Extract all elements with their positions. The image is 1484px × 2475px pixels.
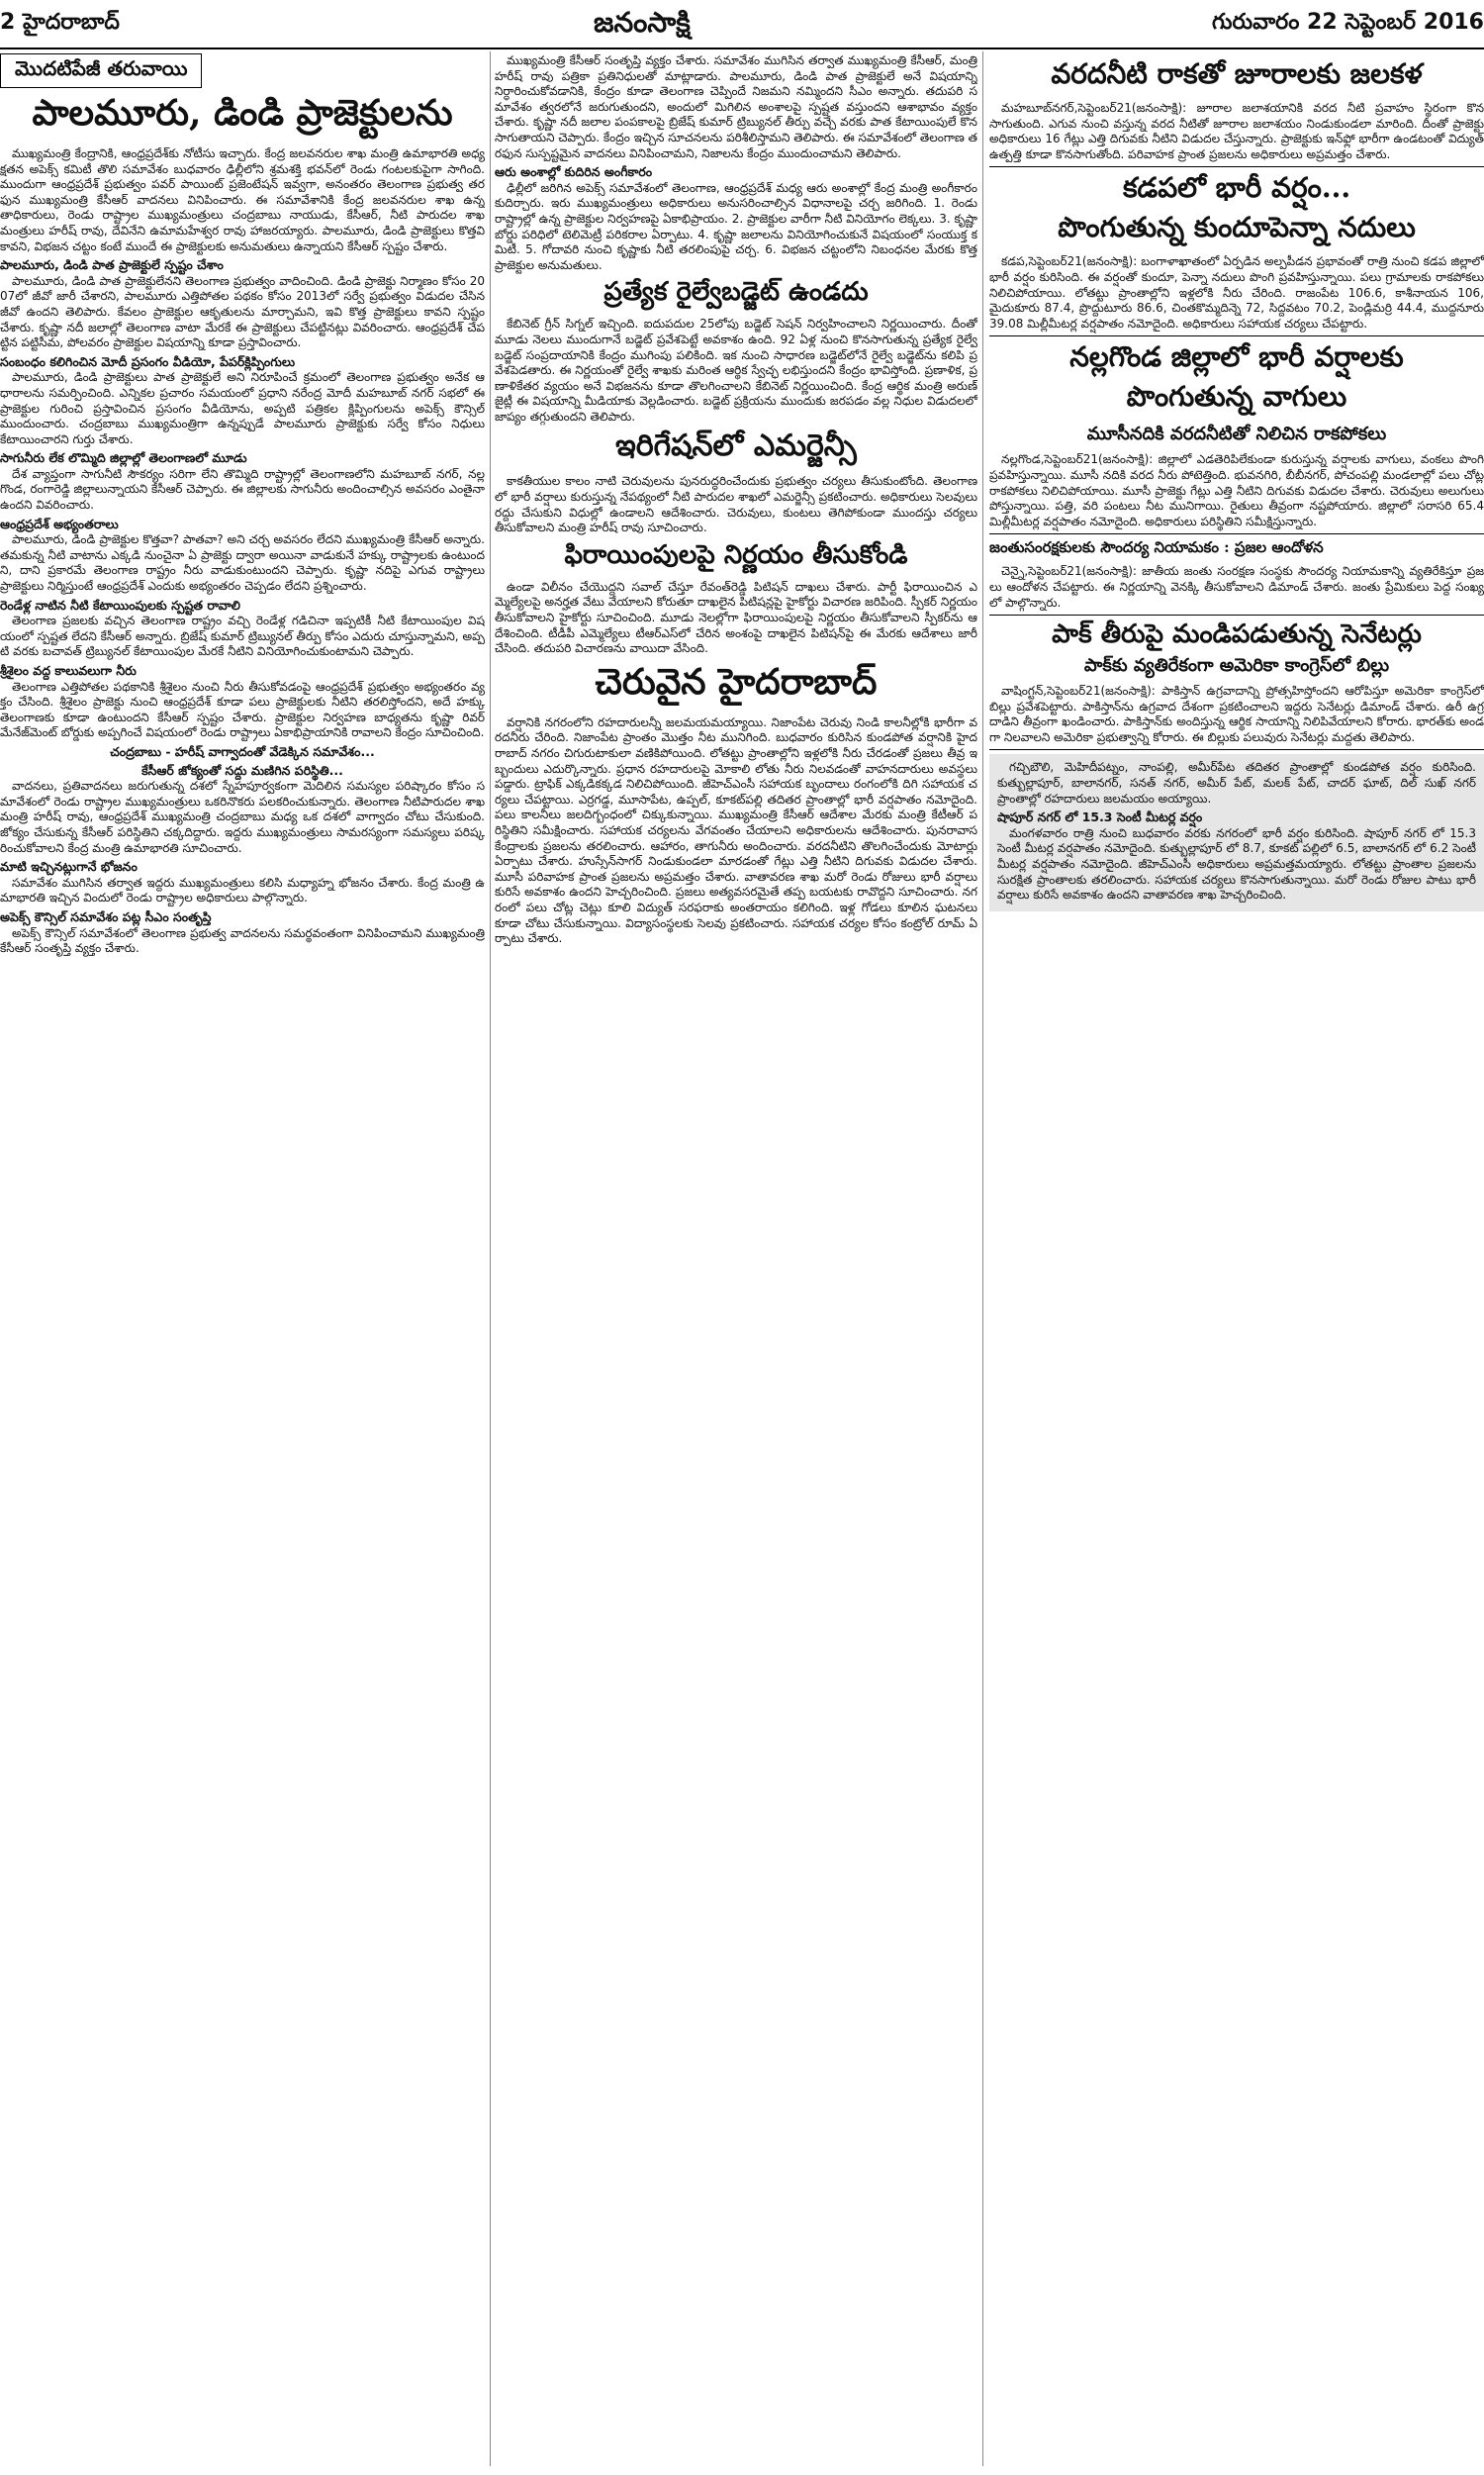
headline-hyderabad-flood: చెరువైన హైదరాబాద్‌ [595,660,878,703]
paragraph: కడప,సెప్టెంబర్‌21(జనంసాక్షి): బంగాళాఖాతంలో ఏర్పడిన అల్పపీడన ప్రభావంతో రాత్రి నుంచి కడప జిల్లాలో భారీ వర్షం కురిసింది. ఈ వర్షంతో కుందూ, పెన్నా నదులు పొంగి ప్రవహిస్తున్నాయి. పలు గ్రామాలకు రాకపోకలు నిలిచిపోయాయి. లోతట్టు ప్రాంతాల్లోని ఇళ్లలోకి నీరు చేరింది. రాజంపేట 106.6, కాశీనాయన 106, మైదుకూరు 87.4, ప్రొద్దుటూరు 86.6, చింతకొమ్మదిన్నె 72, సిద్దవటం 70.2, పెండ్లిమర్రి 44.4, ముద్దనూరు 39.08 మిల్లీమీటర్ల వర్షపాతం నమోదైంది. అధికారులు సహాయక చర్యలు చేపట్టారు. [989,254,1484,331]
paragraph: చెన్నై,సెప్టెంబర్‌21(జనంసాక్షి): జాతీయ జంతు సంరక్షణ సంస్థకు సౌందర్య నియామకాన్ని వ్యతిరేకిస్తూ ప్రజలు ఆందోళన చేపట్టారు. ఈ నిర్ణయాన్ని వెనక్కి తీసుకోవాలని డిమాండ్‌ చేశారు. జంతు ప్రేమికులు పెద్ద సంఖ్యలో పాల్గొన్నారు. [989,564,1484,610]
divider [989,749,1484,750]
subheading: అపెక్స్‌ కౌన్సిల్‌ సమావేశం పట్ల సీఎం సంతృప్తి [0,908,212,924]
divider [989,166,1484,167]
paragraph: మంగళవారం రాత్రి నుంచి బుధవారం వరకు నగరంలో భారీ వర్షం కురిసింది. షాపూర్‌ నగర్‌ లో 15.3 సెంటీ మీటర్ల వర్షపాతం నమోదైంది. కుత్బుల్లాపూర్‌ లో 8.7, కూకట్‌ పల్లిలో 6.5, బాలానగర్‌ లో 6.2 సెంటీ మీటర్ల వర్షపాతం నమోదైంది. జీహెచ్‌ఎంసీ అధికారులు అప్రమత్తమయ్యారు. లోతట్టు ప్రాంతాల ప్రజలను సురక్షిత ప్రాంతాలకు తరలించారు. సహాయక చర్యలు కొనసాగుతున్నాయి. మరో రెండు రోజుల పాటు భారీ వర్షాలు కురిసే అవకాశం ఉందని వాతావరణ శాఖ హెచ్చరించింది. [997,825,1476,903]
left-column [0,53,485,2468]
paragraph: అపెక్స్‌ కౌన్సిల్‌ సమావేశంలో తెలంగాణ ప్రభుత్వ వాదనలను సమర్థవంతంగా వినిపించామని ముఖ్యమంత్రి కేసీఆర్‌ సంతృప్తి వ్యక్తం చేశారు. [0,925,485,956]
paragraph: వాదనలు, ప్రతివాదనలు జరుగుతున్న దశలో స్నేహపూర్వకంగా మెదిలిన సమస్యల పరిష్కారం కోసం సమావేశంలో రెండు రాష్ట్రాల ముఖ్యమంత్రులు ఒకరినొకరు పలకరించుకున్నారు. తెలంగాణ నీటిపారుదల శాఖ మంత్రి హరీష్‌ రావు, ఆంధ్రప్రదేశ్‌ ముఖ్యమంత్రి చంద్రబాబు మధ్య ఒక దశలో వాగ్వాదం చోటు చేసుకుంది. జోక్యం చేసుకున్న కేసీఆర్‌ పరిస్థితిని చక్కదిద్దారు. ఇద్దరు ముఖ్యమంత్రులు సామరస్యంగా సమస్యలు పరిష్కరించుకోవాలని కేంద్ర మంత్రి ఉమాభారతి సూచించారు. [0,779,485,855]
article-jurala [989,101,1484,162]
subheading: ఆరు అంశాల్లో కుదిరిన అంగీకారం [495,164,653,180]
headline-palamuru: పాలమూరు, డిండి ప్రాజెక్టులను [32,92,453,134]
article-rainfall [997,760,1476,903]
article-palamuru [0,146,485,957]
headline-senators-sub: పాక్‌కు వ్యతిరేకంగా అమెరికా కాంగ్రెస్‌లో బిల్లు [1083,655,1390,677]
subheading: కేసీఆర్‌ జోక్యంతో సద్దు మణిగిన పరిస్థితి... [141,762,343,778]
article-kadapa [989,254,1484,332]
headline-defections: ఫిరాయింపులపై నిర్ణయం తీసుకోండి [564,539,908,570]
column-divider [490,51,491,2466]
subheading: ఆంధ్రప్రదేశ్‌ అభ్యంతరాలు [0,516,119,531]
paragraph: ఉండా విలీనం చేయొద్దని సవాల్‌ చేస్తూ రేవంత్‌రెడ్డి పిటిషన్‌ దాఖలు చేశారు. పార్టీ ఫిరాయించిన ఎమ్మెల్యేలపై అనర్హత వేటు వేయాలని కోరుతూ దాఖలైన పిటిషన్లపై హైకోర్టు విచారణ జరిపింది. స్పీకర్‌ నిర్ణయం తీసుకోవాలని హైకోర్టు సూచించింది. మూడు నెలల్లోగా ఫిరాయింపులపై నిర్ణయం తీసుకోవాలని స్పీకర్‌ను ఆదేశించింది. టీడీపీ ఎమ్మెల్యేలు టీఆర్‌ఎస్‌లో చేరిన అంశంపై దాఖలైన పిటిషన్‌పై ఈ మేరకు ఆదేశాలు జారీ చేసింది. తదుపరి విచారణను వాయిదా వేసింది. [495,579,977,656]
paragraph: పాలమూరు, డిండి ప్రాజెక్టులు పాత ప్రాజెక్టులే అని నిరూపించే క్రమంలో తెలంగాణ ప్రభుత్వం అనేక ఆధారాలను సమర్పించింది. ఎన్నికల ప్రచారం సమయంలో ప్రధాని నరేంద్ర మోదీ మహబూబ్‌ నగర్‌ సభలో ఈ ప్రాజెక్టుల గురించి ప్రస్తావించిన ప్రసంగం వీడియోను, అప్పటి పత్రికల క్లిప్పింగులను అపెక్స్‌ కౌన్సిల్‌ ముందుంచారు. చంద్రబాబు ముఖ్యమంత్రిగా ఉన్నప్పుడే పాలమూరు ప్రాజెక్టుకు సర్వే కోసం నిధులు కేటాయించారని గుర్తు చేశారు. [0,370,485,446]
headline-irrigation-emergency: ఇరిగేషన్‌లో ఎమర్జెన్సీ [615,428,857,464]
subheading: శ్రీశైలం వద్ద కాలువలుగా నీరు [0,663,137,678]
headline-animal-welfare: జంతుసంరక్షకులకు సౌందర్య నియామకం : ప్రజల ఆందోళన [989,538,1324,557]
subheading: సాగునీరు లేక లొమ్మిది జిల్లాల్లో తెలంగాణలో మూడు [0,450,247,466]
shaded-box-rainfall [989,754,1484,910]
headline-nalgonda-sub: పొంగుతున్న వాగులు [1126,380,1347,414]
paragraph: ముఖ్యమంత్రి కేంద్రానికి, ఆంధ్రప్రదేశ్‌కు నోటీసు ఇచ్చారు. కేంద్ర జలవనరుల శాఖ మంత్రి ఉమాభారతి అధ్యక్షతన అపెక్స్‌ కమిటీ తొలి సమావేశం బుధవారం ఢిల్లీలోని శ్రమశక్తి భవన్‌లో రెండు గంటలకుపైగా సాగింది. ముందుగా ఆంధ్రప్రదేశ్‌ ప్రభుత్వం పవర్‌ పాయింట్‌ ప్రజెంటేషన్‌ ఇవ్వగా, అనంతరం తెలంగాణ ప్రభుత్వ తరఫున ముఖ్యమంత్రి కేసీఆర్‌ వాదనలు వినిపించారు. ఈ సమావేశానికి కేంద్ర జలవనరుల శాఖ ఉన్నతాధికారులు, రెండు రాష్ట్రాల ముఖ్యమంత్రులు చంద్రబాబు నాయుడు, కేసీఆర్‌, నీటి పారుదల శాఖ మంత్రులు హరీష్‌ రావు, దేవినేని ఉమామహేశ్వర రావు హాజరయ్యారు. పాలమూరు, డిండి ప్రాజెక్టులు కొత్తవి కావని, విభజన చట్టం కంటే ముందే ఈ ప్రాజెక్టులకు అనుమతులు ఉన్నాయని కేసీఆర్‌ స్పష్టం చేశారు. [0,146,485,253]
page-number: 2 హైదరాబాద్ [0,10,120,35]
headline-nalgonda: నల్లగొండ జిల్లాలో భారీ వర్షాలకు [1069,340,1404,374]
article-senators [989,684,1484,745]
paragraph: పాలమూరు, డిండి పాత ప్రాజెక్టులేనని తెలంగాణ ప్రభుత్వం వాదించింది. డిండి ప్రాజెక్టు నిర్మాణం కోసం 2007లో జీవో జారీ చేశారని, పాలమూరు ఎత్తిపోతల పథకం కోసం 2013లో సర్వే ప్రభుత్వం విడుదల చేసిన జీవో ఉందని తెలిపారు. కేవలం ప్రాజెక్టుల ఆకృతులను మార్చామని, ఇవి కొత్త ప్రాజెక్టులు కావని స్పష్టం చేశారు. కృష్ణా నదీ జలాల్లో తెలంగాణ వాటా మేరకే ఈ ప్రాజెక్టులు చేపట్టినట్లు వివరించారు. ఆంధ్రప్రదేశ్‌ చేపట్టిన పట్టిసీమ, పోలవరం ప్రాజెక్టుల విషయాన్ని కూడా ప్రస్తావించారు. [0,273,485,350]
article-defections [495,580,977,657]
subheading: షాపూర్‌ నగర్‌ లో 15.3 సెంటీ మీటర్ల వర్షం [997,809,1203,825]
divider [989,533,1484,534]
headline-railway-budget: ప్రత్యేక రైల్వేబడ్జెట్‌ ఉండదు [603,277,869,308]
article-hyderabad-flood [495,715,977,947]
article-railway-budget [495,317,977,425]
right-column [989,53,1484,2468]
issue-date: గురువారం 22 సెప్టెంబర్ 2016 [1212,10,1484,35]
paragraph: కేబినెట్‌ గ్రీన్‌ సిగ్నల్‌ ఇచ్చింది. ఐదుపదుల 25లోపు బడ్జెట్‌ సెషన్‌ నిర్వహించాలని నిర్ణయించారు. దీంతో మూడు నెలలు ముందుగానే బడ్జెట్‌ ప్రవేశపెట్టే అవకాశం ఉంది. 92 ఏళ్ల నుంచి కొనసాగుతున్న ప్రత్యేక రైల్వే బడ్జెట్‌ సంప్రదాయానికి కేంద్రం ముగింపు పలికింది. ఇక నుంచి సాధారణ బడ్జెట్‌లోనే రైల్వే బడ్జెట్‌ను కలిపి ప్రవేశపెడతారు. ఈ నిర్ణయంతో రైల్వే శాఖకు మరింత ఆర్థిక స్వేచ్ఛ లభిస్తుందని కేంద్రం భావిస్తోంది. ప్రణాళిక, ప్రణాళికేతర వ్యయం అనే విభజనను కూడా తొలగించాలని కేబినెట్‌ నిర్ణయించింది. కేంద్ర ఆర్థిక మంత్రి అరుణ్‌ జైట్లీ ఈ విషయాన్ని మీడియాకు వెల్లడించారు. బడ్జెట్‌ ప్రక్రియను ముందుకు జరపడం వల్ల నిధుల విడుదలలో జాప్యం తగ్గుతుందని తెలిపారు. [495,317,977,424]
paragraph: వర్షానికి నగరంలోని రహదారులన్నీ జలమయమయ్యాయి. నిజాంపేట చెరువు నిండి కాలనీల్లోకి భారీగా వరదనీరు చేరింది. నిజాంపేట ప్రాంతం మొత్తం నీట మునిగింది. బుధవారం కురిసిన కుండపోత వర్షానికి హైదరాబాద్‌ నగరం చిగురుటాకులా వణికిపోయింది. లోతట్టు ప్రాంతాల్లోని ఇళ్లలోకి నీరు చేరడంతో ప్రజలు తీవ్ర ఇబ్బందులు ఎదుర్కొన్నారు. ప్రధాన రహదారులపై మోకాలి లోతు నీరు నిలవడంతో వాహనదారులు అవస్థలు పడ్డారు. ట్రాఫిక్‌ ఎక్కడికక్కడ నిలిచిపోయింది. జీహెచ్‌ఎంసీ సహాయక బృందాలు రంగంలోకి దిగి సహాయక చర్యలు చేపట్టాయి. ఎర్రగడ్డ, మూసాపేట, ఉప్పల్‌, కూకట్‌పల్లి తదితర ప్రాంతాల్లో భారీ వర్షపాతం నమోదైంది. పలు కాలనీలు జలదిగ్బంధంలో చిక్కుకున్నాయి. ముఖ్యమంత్రి కేసీఆర్‌ ఆదేశాల మేరకు మంత్రి కేటీఆర్‌ పరిస్థితిని సమీక్షించారు. సహాయక చర్యలను వేగవంతం చేయాలని అధికారులను ఆదేశించారు. పునరావాస కేంద్రాలకు ప్రజలను తరలించారు. ఆహారం, తాగునీరు అందించారు. వరదనీటిని తొలగించేందుకు మోటార్లు ఏర్పాటు చేశారు. హుస్సేన్‌సాగర్‌ నిండుకుండలా మారడంతో గేట్లు ఎత్తి నీటిని దిగువకు విడుదల చేశారు. మూసీ పరివాహక ప్రాంత ప్రజలను అప్రమత్తం చేశారు. వాతావరణ శాఖ మరో రెండు రోజులు భారీ వర్షాలు కురిసే అవకాశం ఉందని హెచ్చరించింది. ప్రజలు అత్యవసరమైతే తప్ప బయటకు రావొద్దని సూచించారు. నగరంలో పలు చోట్ల చెట్లు కూలి విద్యుత్‌ సరఫరాకు అంతరాయం కలిగింది. ఇళ్ల గోడలు కూలిన ఘటనలు కూడా చోటు చేసుకున్నాయి. విద్యాసంస్థలకు సెలవు ప్రకటించారు. సహాయక చర్యల కోసం కంట్రోల్‌ రూమ్‌ ఏర్పాటు చేశారు. [495,714,977,946]
article-irrigation [495,474,977,535]
subheading: మాటి ఇచ్చినట్లుగానే భోజనం [0,859,138,875]
article-continuation [495,53,977,273]
paragraph: తెలంగాణ ఎత్తిపోతల పథకానికి శ్రీశైలం నుంచి నీరు తీసుకోవడంపై ఆంధ్రప్రదేశ్‌ ప్రభుత్వం అభ్యంతరం వ్యక్తం చేసింది. శ్రీశైలం ప్రాజెక్టు నుంచి ఆంధ్రప్రదేశ్‌ కూడా పలు ప్రాజెక్టులకు నీటిని తరలిస్తోందని, అదే హక్కు తెలంగాణకు కూడా ఉంటుందని కేసీఆర్‌ స్పష్టం చేశారు. ప్రాజెక్టుల నిర్వహణ బాధ్యతను కృష్ణా రివర్‌ మేనేజ్‌మెంట్‌ బోర్డుకు అప్పగించే విషయంలో రెండు రాష్ట్రాలు ఏకాభిప్రాయానికి రావాలని కేంద్రం సూచించింది. [0,679,485,740]
headline-kadapa: కడపలో భారీ వర్షం... [1122,171,1351,205]
subheading: రెండేళ్ల నాటిన నీటి కేటాయింపులకు స్పష్టత రావాలి [0,597,240,613]
paragraph: ఢిల్లీలో జరిగిన అపెక్స్‌ సమావేశంలో తెలంగాణ, ఆంధ్రప్రదేశ్‌ మధ్య ఆరు అంశాల్లో కేంద్ర మంత్రి అంగీకారం కుదిర్చారు. ఇరు ముఖ్యమంత్రులు అధికారులు అనుసరించాల్సిన విధానాలపై చర్చ జరిగింది. 1. రెండు రాష్ట్రాల్లో ఉన్న ప్రాజెక్టుల నిర్వహణపై ఏకాభిప్రాయం. 2. ప్రాజెక్టుల వారీగా నీటి వినియోగం లెక్కలు. 3. కృష్ణా బోర్డు పరిధిలో టెలిమెట్రీ పరికరాల ఏర్పాటు. 4. కృష్ణా జలాలను వినియోగించుకునే విషయంలో సంయుక్త కమిటీ. 5. గోదావరి నుంచి కృష్ణాకు నీటి తరలింపుపై చర్చ. 6. విభజన చట్టంలోని నిబంధనల మేరకు కొత్త ప్రాజెక్టుల అనుమతులు. [495,180,977,272]
paragraph: వాషింగ్టన్‌,సెప్టెంబర్‌21(జనంసాక్షి): పాకిస్తాన్‌ ఉగ్రవాదాన్ని ప్రోత్సహిస్తోందని ఆరోపిస్తూ అమెరికా కాంగ్రెస్‌లో బిల్లు ప్రవేశపెట్టారు. పాకిస్తాన్‌ను ఉగ్రవాద దేశంగా ప్రకటించాలని ఇద్దరు సెనేటర్లు డిమాండ్‌ చేశారు. ఉరీ ఉగ్రదాడిని తీవ్రంగా ఖండించారు. పాకిస్తాన్‌కు అందిస్తున్న ఆర్థిక సాయాన్ని నిలిపివేయాలని కోరారు. భారత్‌కు అండగా నిలవాలని అమెరికా ప్రభుత్వాన్ని కోరారు. ఈ బిల్లుకు పలువురు సెనేటర్లు మద్దతు తెలిపారు. [989,684,1484,744]
masthead-logo: జనంసాక్షి [594,6,691,39]
divider [989,615,1484,616]
divider [989,335,1484,336]
paragraph: ముఖ్యమంత్రి కేసీఆర్‌ సంతృప్తి వ్యక్తం చేశారు. సమావేశం ముగిసిన తర్వాత ముఖ్యమంత్రి కేసీఆర్‌, మంత్రి హరీష్‌ రావు పత్రికా ప్రతినిధులతో మాట్లాడారు. పాలమూరు, డిండి పాత ప్రాజెక్టులే అనే విషయాన్ని నిర్ధారించుకోవడానికి, కేంద్రం కూడా తెలంగాణ చెప్పిందే నిజమని నమ్మిందని సీఎం అన్నారు. తదుపరి సమావేశం త్వరలోనే జరుగుతుందని, అందులో మిగిలిన అంశాలపై స్పష్టత వస్తుందని ఆశాభావం వ్యక్తం చేశారు. కృష్ణా నదీ జలాల పంపకాలపై బ్రిజేష్‌ కుమార్‌ ట్రిబ్యునల్‌ తీర్పు వచ్చే వరకు పాత కేటాయింపులే కొనసాగుతాయని చెప్పారు. కేంద్రం ఇచ్చిన సూచనలను పరిశీలిస్తామని తెలిపారు. ఈ సమావేశంలో తెలంగాణ తరఫున సుస్పష్టమైన వాదనలు వినిపించామని, నిజాలను కేంద్రం ముందుంచామని తెలిపారు. [495,53,977,160]
paragraph: కాకతీయుల కాలం నాటి చెరువులను పునరుద్ధరించేందుకు ప్రభుత్వం చర్యలు తీసుకుంటోంది. తెలంగాణలో భారీ వర్షాలు కురుస్తున్న నేపథ్యంలో నీటి పారుదల శాఖలో ఎమర్జెన్సీ ప్రకటించారు. అధికారులు సెలవులు రద్దు చేసుకుని విధుల్లో ఉండాలని ఆదేశించారు. చెరువులు, కుంటలు తెగిపోకుండా ముందస్తు చర్యలు తీసుకోవాలని మంత్రి హరీష్‌ రావు సూచించారు. [495,474,977,535]
paragraph: తెలంగాణ ప్రజలకు వచ్చిన తెలంగాణ రాష్ట్రం వచ్చి రెండేళ్ల గడిచినా ఇప్పటికీ నీటి కేటాయింపుల విషయంలో స్పష్టత లేదని కేసీఆర్‌ అన్నారు. బ్రిజేష్‌ కుమార్‌ ట్రిబ్యునల్‌ తీర్పు కోసం ఎదురు చూస్తున్నామని, అప్పటి వరకు బచావత్‌ ట్రిబ్యునల్‌ కేటాయింపుల మేరకే నీటిని వినియోగించుకుంటామని చెప్పారు. [0,614,485,659]
article-nalgonda [989,452,1484,529]
subheading: సంబంధం కలిగించిన మోదీ ప్రసంగం వీడియో, పేపర్‌క్లిప్పింగులు [0,353,296,369]
headline-jurala: వరదనీటి రాకతో జూరాలకు జలకళ [1051,57,1423,90]
paragraph: దేశ వ్యాప్తంగా సాగునీటి సౌకర్యం సరిగా లేని తొమ్మిది రాష్ట్రాల్లో తెలంగాణలోని మహబూబ్‌ నగర్‌, నల్లగొండ, రంగారెడ్డి జిల్లాలున్నాయని కేసీఆర్‌ చెప్పారు. ఈ జిల్లాలకు సాగునీరు అందించాల్సిన అవసరం ఎంతైనా ఉందని వివరించారు. [0,466,485,513]
middle-column [495,53,977,2468]
subheading: చంద్రబాబు - హరీష్‌ వాగ్వాదంతో వేడెక్కిన సమావేశం... [110,743,375,759]
headline-senators: పాక్‌ తీరుపై మండిపడుతున్న సెనేటర్లు [1052,619,1422,650]
paragraph: మహబూబ్‌నగర్‌,సెప్టెంబర్‌21(జనంసాక్షి): జూరాల జలాశయానికి వరద నీటి ప్రవాహం స్థిరంగా కొనసాగుతుంది. ఎగువ నుంచి వస్తున్న వరద నీటితో జూరాల జలాశయం నిండుకుండలా మారింది. దీంతో ప్రాజెక్టు అధికారులు 16 గేట్లు ఎత్తి దిగువకు నీటిని విడుదల చేస్తున్నారు. ప్రాజెక్టుకు ఇన్‌ఫ్లో భారీగా ఉండటంతో విద్యుత్‌ ఉత్పత్తి కూడా కొనసాగుతోంది. పరివాహక ప్రాంత ప్రజలను అధికారులు అప్రమత్తం చేశారు. [989,101,1484,161]
headline-musi: మూసీనదికి వరదనీటితో నిలిచిన రాకపోకలు [1086,424,1387,445]
article-animal-welfare [989,564,1484,611]
paragraph: పాలమూరు, డిండి ప్రాజెక్టుల కొత్తవా? పాతవా? అని చర్చ అవసరం లేదని ముఖ్యమంత్రి కేసీఆర్‌ అన్నారు. తమకున్న నీటి వాటాను ఎక్కడి నుంచైనా ఏ ప్రాజెక్టు ద్వారా అయినా వాడుకునే హక్కు రాష్ట్రాలకు ఉంటుందని, దాని ప్రకారమే తెలంగాణ రాష్ట్రం నీరు వాడుకుంటుందని చెప్పారు. కృష్ణా నదిపై ఎగువ రాష్ట్రాలు ప్రాజెక్టులు నిర్మిస్తుంటే ఆంధ్రప్రదేశ్‌ ఎందుకు అభ్యంతరం చెప్పడం లేదని ప్రశ్నించారు. [0,532,485,594]
paragraph: నల్లగొండ,సెప్టెంబర్‌21(జనంసాక్షి): జిల్లాలో ఎడతెరిపిలేకుండా కురుస్తున్న వర్షాలకు వాగులు, వంకలు పొంగి ప్రవహిస్తున్నాయి. మూసీ నదికి వరద నీరు పోటెత్తింది. భువనగిరి, బీబీనగర్‌, పోచంపల్లి మండలాల్లో పలు చోట్ల రాకపోకలు నిలిచిపోయాయి. మూసీ ప్రాజెక్టు గేట్లు ఎత్తి నీటిని దిగువకు విడుదల చేశారు. చెరువులు అలుగులు పోస్తున్నాయి. పత్తి, వరి పంటలు నీట మునిగాయి. రైతులు తీవ్రంగా నష్టపోయారు. జిల్లాలో సరాసరి 65.4 మిల్లీమీటర్ల వర్షపాతం నమోదైంది. అధికారులు పరిస్థితిని సమీక్షిస్తున్నారు. [989,452,1484,528]
paragraph: సమావేశం ముగిసిన తర్వాత ఇద్దరు ముఖ్యమంత్రులు కలిసి మధ్యాహ్న భోజనం చేశారు. కేంద్ర మంత్రి ఉమాభారతి ఇచ్చిన విందులో రెండు రాష్ట్రాల అధికారులు పాల్గొన్నారు. [0,875,485,905]
page-header [0,0,1484,49]
column-divider [982,51,983,2466]
continuation-kicker: మొదటిపేజీ తరువాయి [0,53,202,88]
subheading: పాలమూరు, డిండి పాత ప్రాజెక్టులే స్పష్టం చేశాం [0,257,224,273]
headline-kadapa-sub: పొంగుతున్న కుందూపెన్నా నదులు [1058,211,1416,244]
paragraph: గచ్చిబౌలి, మెహిదీపట్నం, నాంపల్లి, అమీర్‌పేట తదితర ప్రాంతాల్లో కుండపోత వర్షం కురిసింది. కుత్బుల్లాపూర్‌, బాలానగర్‌, సనత్‌ నగర్‌, అమీర్‌ పేట్‌, మలక్‌ పేట్‌, చాదర్‌ ఘాట్‌, దిల్‌ సుఖ్‌ నగర్‌ ప్రాంతాల్లో రహదారులు జలమయం అయ్యాయి. [997,760,1476,806]
